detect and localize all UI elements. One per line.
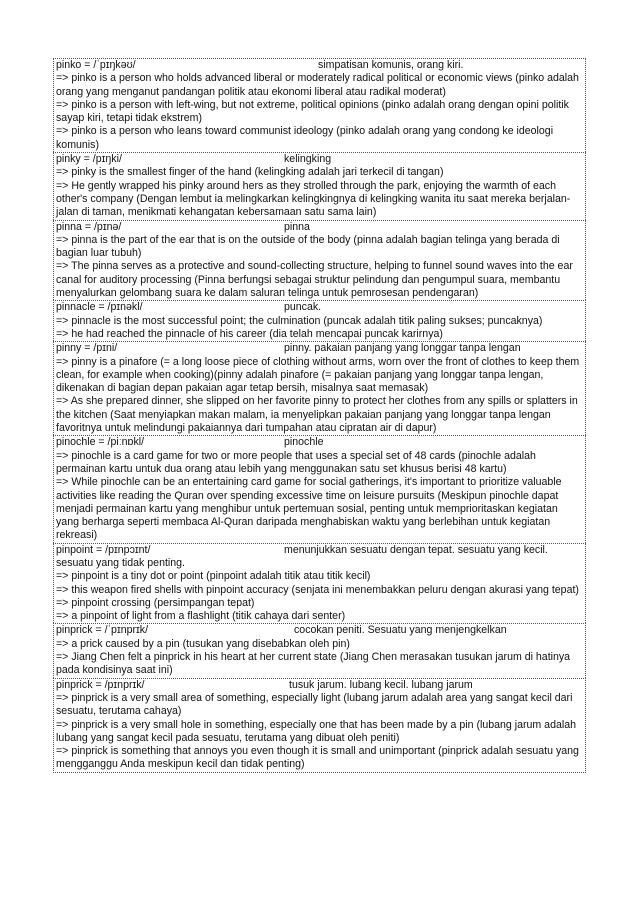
entry-line: => As she prepared dinner, she slipped on her favorite pinny to protect her clothes from any spills or splatters in the kitchen (Saat menyiapkan makan malam, ia menyelipkan pakaian panjang yang longgar tanpa lengan favoritnya untuk melindungi pakaiannya dari tumpahan atau cipratan air di dapur) — [56, 395, 578, 435]
entry-line: => pinpoint crossing (persimpangan tepat) — [56, 596, 255, 609]
entry-header — [56, 544, 583, 557]
entry-line: => pinpoint is a tiny dot or point (pinpoint adalah titik atau titik kecil) — [56, 570, 371, 583]
entry-line: => He gently wrapped his pinky around hers as they strolled through the park, enjoying the warmth of each other's company (Dengan lembut ia melingkarkan kelingkingnya di kelingking wanita itu saat mereka berjalan-jalan di taman, menikmati kehangatan kebersamaan satu sama lain) — [56, 179, 571, 219]
entry-header — [56, 59, 583, 72]
entry-line: => pinky is the smallest finger of the hand (kelingking adalah jari terkecil di tangan) — [56, 166, 444, 179]
entry-gloss: pinny. pakaian panjang yang longgar tanpa lengan — [284, 342, 521, 355]
entry-term: pinnacle = /pɪnəkl/ — [56, 301, 143, 314]
entry-line: => Jiang Chen felt a pinprick in his heart at her current state (Jiang Chen merasakan tusukan jarum di hatinya pada kondisinya saat ini) — [56, 651, 571, 677]
entry-line: => pinny is a pinafore (= a long loose piece of clothing without arms, worn over the front of clothes to keep them clean, for example when cooking)(pinny adalah pinafore (= pakaian panjang yang longgar tanpa lengan, dikenakan di bagian depan pakaian agar tetap bersih, misalnya saat memasak) — [56, 355, 580, 395]
entry-header — [56, 301, 583, 314]
entry-gloss: pinna — [284, 220, 310, 233]
entry-gloss: cocokan peniti. Sesuatu yang menjengkelkan — [294, 624, 507, 637]
entry-line: => a pinpoint of light from a flashlight (titik cahaya dari senter) — [56, 610, 346, 623]
entry-gloss: kelingking — [284, 153, 332, 166]
entry-line: => pinochle is a card game for two or more people that uses a special set of 48 cards (pinochle adalah permainan kartu untuk dua orang atau lebih yang menggunakan satu set khusus berisi 48 kartu) — [56, 449, 536, 475]
entry-header — [56, 679, 583, 692]
entry-term: pinprick = /pɪnprɪk/ — [56, 678, 145, 691]
entry-line: => pinprick is a very small hole in something, especially one that has been made by a pin (lubang jarum adalah lubang yang sangat kecil pada sesuatu, terutama yang dibuat oleh peniti) — [56, 718, 576, 744]
entry-line: => The pinna serves as a protective and sound-collecting structure, helping to funnel sound waves into the ear canal for auditory processing (Pinna berfungsi sebagai struktur pelindung dan pengumpul suara, membantu menyalurkan gelombang suara ke dalam saluran telinga untuk pemrosesan pendengaran) — [56, 260, 573, 300]
dictionary-entry — [53, 678, 586, 773]
entry-term: pinpoint = /pɪnpɔɪnt/ — [56, 543, 151, 556]
entry-line: => pinna is the part of the ear that is on the outside of the body (pinna adalah bagian telinga yang berada di bagian luar tubuh) — [56, 233, 560, 260]
entry-header — [56, 624, 583, 637]
entry-term: pinko = /ˈpɪŋkəʊ/ — [56, 59, 136, 71]
dictionary-entry — [53, 623, 586, 677]
dictionary-entry — [53, 58, 586, 152]
dictionary-page — [53, 58, 586, 773]
entry-line: => pinko is a person with left-wing, but not extreme, political opinions (pinko adalah orang dengan opini politik sayap kiri, tetapi tidak ekstrem) — [56, 98, 569, 125]
entry-line: => he had reached the pinnacle of his career (dia telah mencapai puncak karirnya) — [56, 327, 443, 340]
dictionary-entry — [53, 220, 586, 301]
entry-header — [56, 342, 583, 355]
entry-line: => pinko is a person who leans toward communist ideology (pinko adalah orang yang condong ke ideologi komunis) — [56, 125, 554, 151]
entry-term: pinky = /pɪŋki/ — [56, 153, 122, 166]
entry-term: pinny = /pɪni/ — [56, 342, 118, 355]
entry-gloss: menunjukkan sesuatu dengan tepat. sesuatu yang kecil. — [284, 543, 548, 556]
entry-line: sesuatu yang tidak penting. — [56, 556, 185, 569]
entry-line: => pinko is a person who holds advanced liberal or moderately radical political or economic views (pinko adalah orang yang menganut pandangan politik atau ekonomi liberal atau radikal moderat) — [56, 72, 579, 98]
dictionary-entry — [53, 300, 586, 341]
entry-gloss: simpatisan komunis, orang kiri. — [318, 59, 464, 71]
entry-term: pinochle = /piːnɒkl/ — [56, 436, 145, 449]
entry-line: => pinprick is something that annoys you even though it is small and unimportant (pinprick adalah sesuatu yang mengganggu Anda meskipun kecil dan tidak penting) — [56, 745, 579, 771]
dictionary-entry — [53, 341, 586, 435]
entry-gloss: tusuk jarum. lubang kecil. lubang jarum — [289, 678, 473, 691]
entry-header — [56, 153, 583, 166]
entry-gloss: puncak. — [284, 301, 322, 314]
entry-line: => While pinochle can be an entertaining card game for social gatherings, it's important to prioritize valuable activities like reading the Quran over spending excessive time on leisure pursuits (Meskipun pinochle dapat menjadi permainan kartu yang menghibur untuk pertemuan sosial, penting untuk memprioritaskan kegiatan yang berharga seperti membaca Al-Quran daripada menghabiskan waktu yang berlebihan untuk kegiatan rekreasi) — [56, 476, 562, 542]
entry-header — [56, 436, 583, 449]
entry-gloss: pinochle — [284, 436, 324, 449]
dictionary-entry — [53, 543, 586, 624]
dictionary-entry — [53, 435, 586, 542]
entry-term: pinna = /pɪnə/ — [56, 220, 122, 233]
entry-line: => a prick caused by a pin (tusukan yang disebabkan oleh pin) — [56, 637, 350, 650]
entry-line: => this weapon fired shells with pinpoint accuracy (senjata ini menembakkan peluru dengan akurasi yang tepat) — [56, 583, 579, 596]
entry-line: => pinprick is a very small area of something, especially light (lubang jarum adalah area yang sangat kecil dari sesuatu, terutama cahaya) — [56, 691, 573, 718]
entry-header — [56, 221, 583, 234]
entry-line: => pinnacle is the most successful point; the culmination (puncak adalah titik paling sukses; puncaknya) — [56, 314, 543, 327]
dictionary-entry — [53, 152, 586, 219]
entry-term: pinprick = /ˈpɪnprɪk/ — [56, 624, 149, 637]
